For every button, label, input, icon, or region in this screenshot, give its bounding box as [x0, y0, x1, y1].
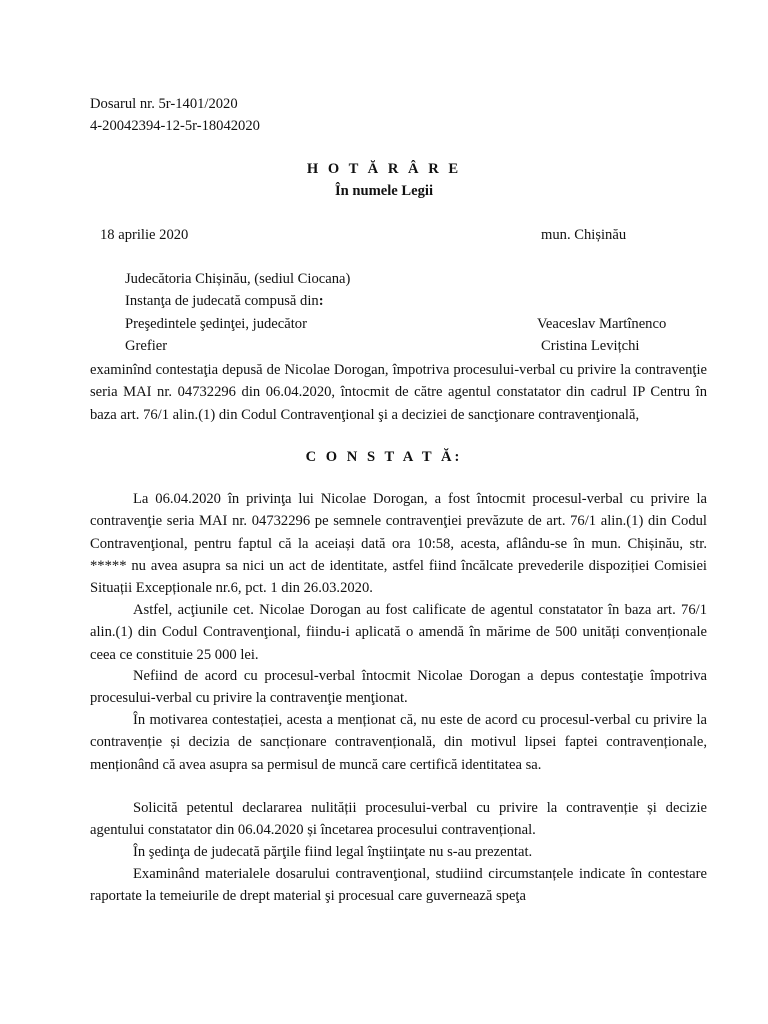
body-paragraph: Examinând materialele dosarului contravenţional, studiind circumstanțele indicate în contestare raportate la temeiurile de drept material şi procesual care guvernează speţa	[90, 866, 707, 905]
document-subtitle: În numele Legii	[334, 183, 434, 199]
section-heading: C O N S T A T Ă:	[305, 449, 463, 465]
body-paragraph: În şedinţa de judecată părţile fiind legal înştiinţate nu s-au prezentat.	[133, 844, 533, 860]
body-paragraph: La 06.04.2020 în privinţa lui Nicolae Dorogan, a fost întocmit procesul-verbal cu privire la contravenţie seria MAI nr. 04732296 pe semnele contravenţiei prevăzute de art. 76/1 alin.(1) din Codul Contravenţional, pentru faptul că la aceiași dată ora 10:58, acesta, aflându-se în mun. Chișinău, str. ***** nu avea asupra sa nici un act de identitate, astfel fiind încălcate prevederile dispoziției Comisiei Situații Excepționale nr.6, pct. 1 din 26.03.2020.	[90, 491, 707, 597]
body-paragraph: Solicită petentul declararea nulității procesului-verbal cu privire la contravenție și decizie agentului constatator din 06.04.2020 și încetarea procesului contravențional.	[90, 800, 707, 839]
document-title: H O T Ă R Â R E	[306, 161, 462, 177]
president-name: Veaceslav Martînenco	[537, 316, 667, 332]
court-name: Judecătoria Chișinău, (sediul Ciocana)	[125, 271, 351, 287]
clerk-role: Grefier	[125, 338, 168, 354]
body-paragraph: Astfel, acţiunile cet. Nicolae Dorogan au fost calificate de agentul constatator în baza art. 76/1 alin.(1) din Codul Contravenţional, fiindu-i aplicată o amendă în mărime de 500 unități convenționale ceea ce constituie 25 000 lei.	[90, 602, 707, 663]
body-paragraph: Nefiind de acord cu procesul-verbal întocmit Nicolae Dorogan a depus contestaţie împotriva procesului-verbal cu privire la contravenţie menţionat.	[90, 668, 707, 707]
case-number: Dosarul nr. 5r-1401/2020	[90, 96, 238, 112]
body-paragraph: În motivarea contestației, acesta a menționat că, nu este de acord cu procesul-verbal cu privire la contravenție și decizia de sancționare contravențională, din motivul lipsei faptei contravenționale, menționând că avea asupra sa permisul de muncă care certifică identitatea sa.	[90, 712, 707, 773]
president-role: Preşedintele şedinţei, judecător	[125, 316, 307, 332]
court-composition-label: Instanţa de judecată compusă din:	[125, 293, 324, 309]
case-code: 4-20042394-12-5r-18042020	[90, 118, 260, 134]
decision-place: mun. Chișinău	[541, 227, 627, 243]
clerk-name: Cristina Levițchi	[541, 338, 640, 354]
decision-date: 18 aprilie 2020	[100, 227, 189, 243]
intro-paragraph: examinînd contestaţia depusă de Nicolae Dorogan, împotriva procesului-verbal cu privire la contravenţie seria MAI nr. 04732296 din 06.04.2020, întocmit de către agentul constatator din cadrul IP Centru în baza art. 76/1 alin.(1) din Codul Contravenţional şi a deciziei de sancţionare contravenţională,	[90, 362, 707, 423]
